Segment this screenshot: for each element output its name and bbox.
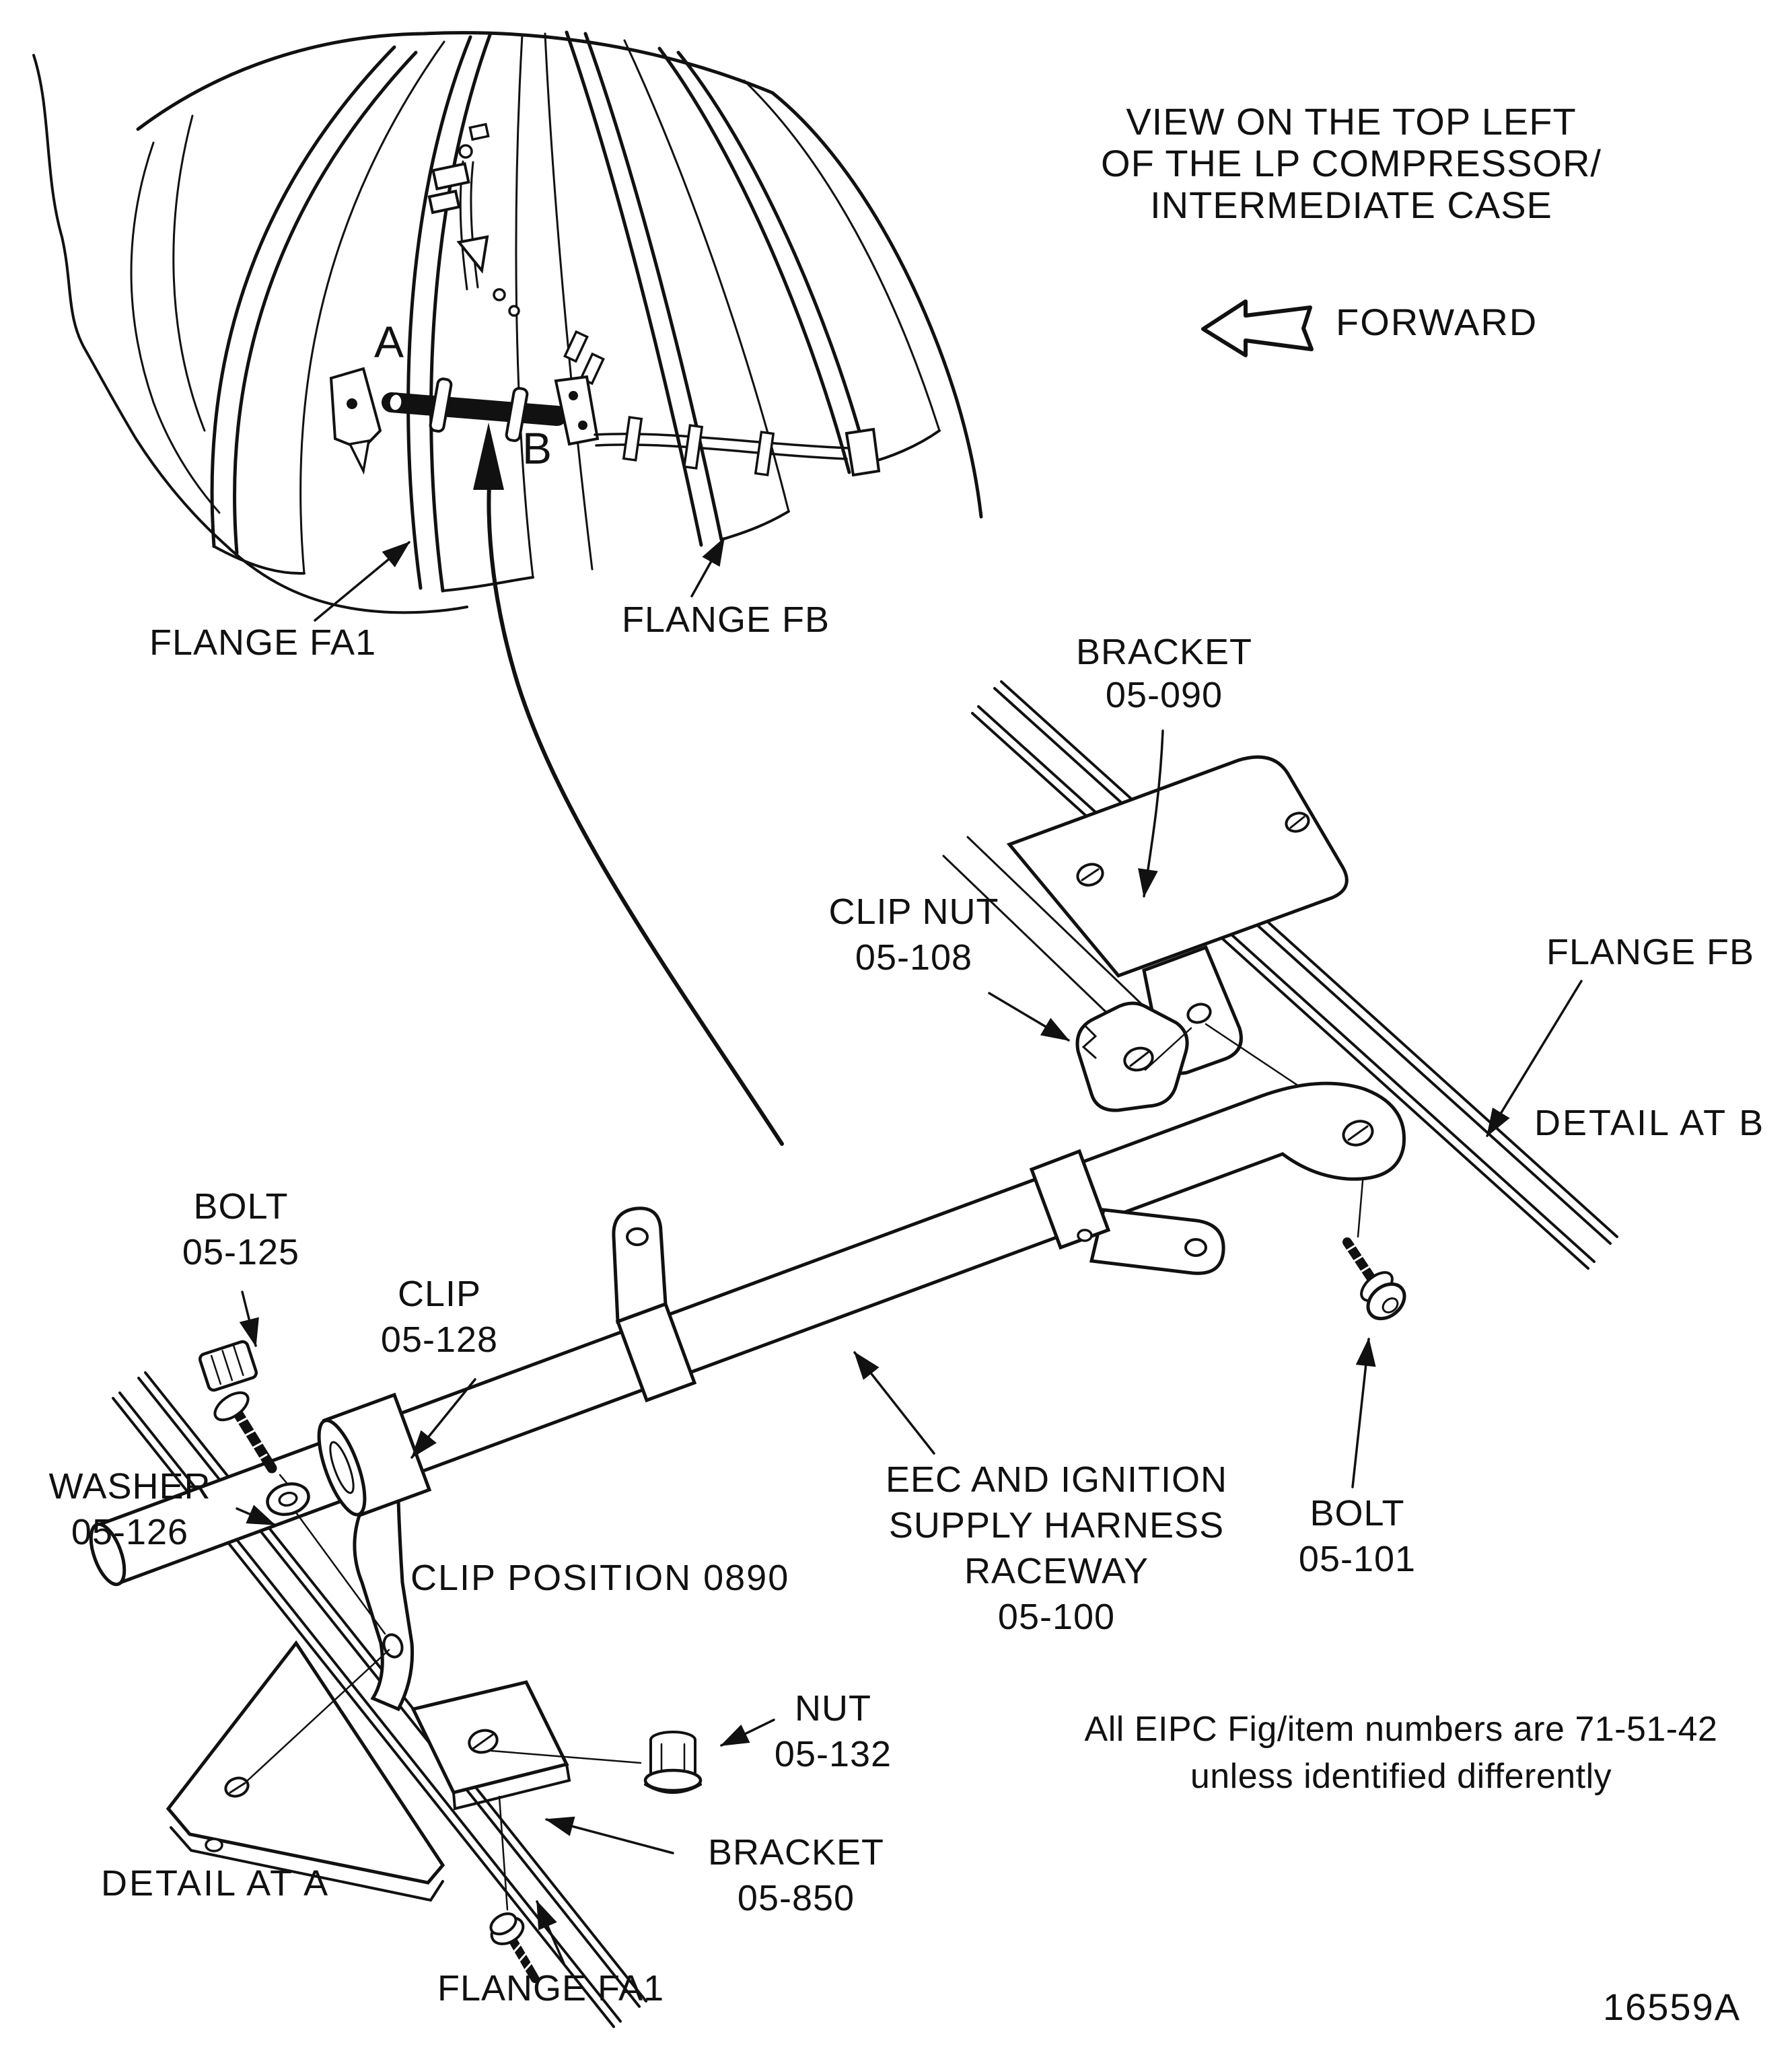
detail-a-nut-05-132 bbox=[645, 1732, 701, 1793]
case-bracket-a bbox=[331, 369, 380, 471]
detail-a-bolt-05-125 bbox=[199, 1340, 272, 1468]
leader-clip-nut-05-108 bbox=[989, 993, 1069, 1040]
clip-nut-05-108-label-2: 05-108 bbox=[855, 937, 973, 978]
flange-fa1-bottom-label: FLANGE FA1 bbox=[437, 1968, 665, 2009]
detail-a-clip-05-128 bbox=[310, 1395, 429, 1709]
flange-fb-top-label: FLANGE FB bbox=[622, 600, 830, 640]
leader-raceway-05-100 bbox=[855, 1352, 934, 1453]
eipc-note-line1: All EIPC Fig/item numbers are 71-51-42 bbox=[1084, 1710, 1718, 1749]
eipc-note-line2: unless identified differently bbox=[1190, 1757, 1612, 1796]
index-b-label: B bbox=[522, 423, 553, 473]
detail-a-title: DETAIL AT A bbox=[101, 1863, 330, 1904]
flange-fb-right-label: FLANGE FB bbox=[1546, 932, 1755, 972]
bracket-05-850-label-2: 05-850 bbox=[737, 1878, 855, 1918]
view-note-line3: INTERMEDIATE CASE bbox=[1150, 184, 1552, 226]
leader-bolt-05-101 bbox=[1353, 1339, 1369, 1487]
raceway-label-4: 05-100 bbox=[997, 1597, 1116, 1637]
engine-case-drawing bbox=[34, 32, 981, 612]
clip-nut-05-108-label-1: CLIP NUT bbox=[828, 892, 999, 932]
raceway-label-3: RACEWAY bbox=[964, 1551, 1149, 1591]
forward-label: FORWARD bbox=[1336, 301, 1538, 343]
bracket-05-090-label-1: BRACKET bbox=[1075, 632, 1253, 672]
nut-05-132-label-1: NUT bbox=[795, 1688, 871, 1729]
bracket-05-850-label-1: BRACKET bbox=[707, 1832, 885, 1873]
flange-fa1-top-label: FLANGE FA1 bbox=[149, 622, 377, 663]
bolt-05-101-label-1: BOLT bbox=[1310, 1493, 1405, 1533]
raceway-label-1: EEC AND IGNITION bbox=[885, 1459, 1228, 1500]
bolt-05-125-label-1: BOLT bbox=[193, 1186, 289, 1227]
raceway-label-2: SUPPLY HARNESS bbox=[888, 1505, 1225, 1546]
forward-arrow-icon bbox=[1203, 301, 1312, 355]
view-note-line2: OF THE LP COMPRESSOR/ bbox=[1101, 142, 1602, 184]
leader-flange-fa1-bottom bbox=[537, 1902, 564, 1963]
washer-05-126-label-2: 05-126 bbox=[71, 1512, 189, 1552]
leader-bracket-05-850 bbox=[546, 1819, 673, 1853]
view-note-line1: VIEW ON THE TOP LEFT bbox=[1126, 100, 1577, 143]
clip-05-128-label-2: 05-128 bbox=[380, 1319, 499, 1360]
index-a-label: A bbox=[374, 317, 405, 367]
locator-arrow bbox=[473, 423, 782, 1144]
figure-code: 16559A bbox=[1603, 1986, 1742, 2028]
washer-05-126-label-1: WASHER bbox=[48, 1466, 211, 1507]
bracket-05-090-label-2: 05-090 bbox=[1105, 675, 1223, 715]
leader-bolt-05-125 bbox=[242, 1292, 256, 1346]
detail-b-title: DETAIL AT B bbox=[1534, 1103, 1766, 1143]
detail-b-bolt-05-101 bbox=[1343, 1242, 1411, 1326]
detail-b-clip-nut-05-108 bbox=[1077, 1003, 1187, 1110]
clip-position-label: CLIP POSITION 0890 bbox=[410, 1558, 790, 1598]
case-bracket-b bbox=[556, 377, 879, 475]
clip-05-128-label-1: CLIP bbox=[397, 1274, 482, 1314]
nut-05-132-label-2: 05-132 bbox=[774, 1734, 892, 1774]
bolt-05-101-label-2: 05-101 bbox=[1298, 1539, 1417, 1579]
leader-flange-fb-top bbox=[692, 538, 724, 596]
bolt-05-125-label-2: 05-125 bbox=[182, 1232, 300, 1272]
